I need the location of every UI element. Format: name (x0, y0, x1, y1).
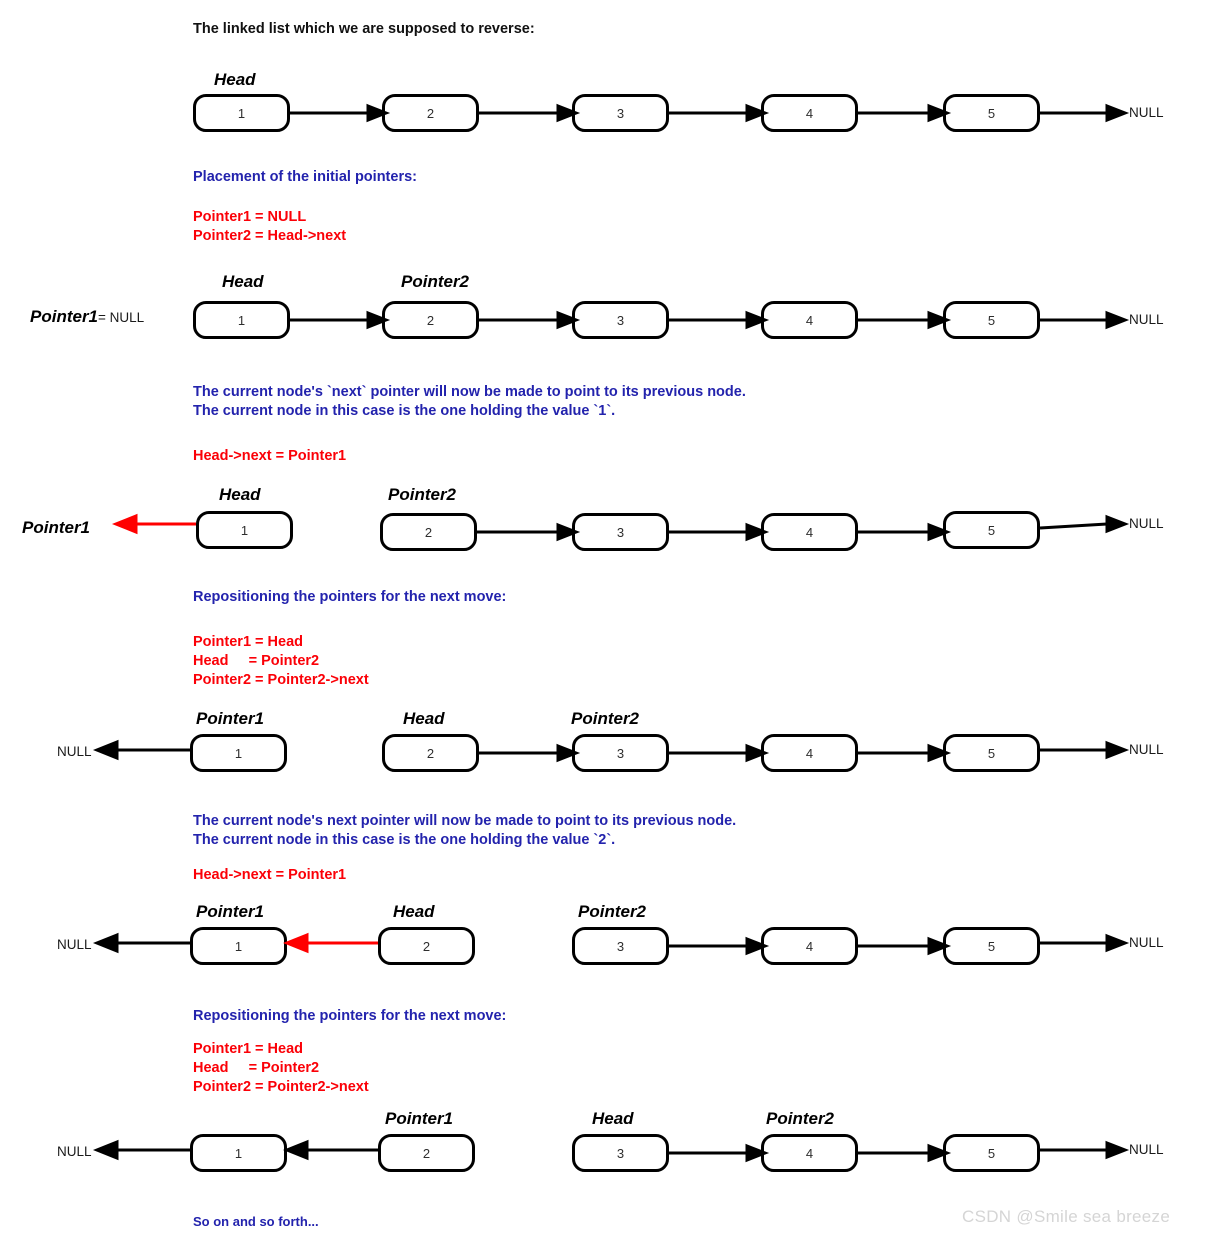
tail-null-label: NULL (1129, 105, 1164, 120)
node-value: 1 (237, 105, 246, 121)
reposition-code-1a: Pointer1 = Head (193, 634, 303, 650)
node-value: 3 (616, 105, 625, 121)
node-value: 1 (234, 1145, 243, 1161)
node-value: 3 (616, 524, 625, 540)
reposition-code-1b: Head = Pointer2 (193, 653, 320, 669)
linked-list-row-3 (0, 480, 1223, 590)
head-next-code-2: Head->next = Pointer1 (193, 867, 347, 883)
head-next-code-1: Head->next = Pointer1 (193, 448, 347, 464)
head-null-label: NULL (57, 1144, 92, 1159)
tail-null-label: NULL (1129, 516, 1164, 531)
reposition-heading-2: Repositioning the pointers for the next move: (193, 1008, 507, 1024)
node-value: 5 (987, 1145, 996, 1161)
node-value: 4 (805, 312, 814, 328)
node-value: 5 (987, 312, 996, 328)
node-label-pointer2: Pointer2 (401, 272, 470, 291)
current-node-2-line-2: The current node in this case is the one holding the value `2`. (193, 832, 616, 848)
node-label-head: Head (219, 485, 261, 504)
intro-heading: The linked list which we are supposed to reverse: (193, 21, 535, 37)
placement-code-line-2: Pointer2 = Head->next (193, 228, 347, 244)
node-value: 2 (422, 1145, 431, 1161)
reposition-code-2b: Head = Pointer2 (193, 1060, 320, 1076)
node-label-pointer2: Pointer2 (388, 485, 457, 504)
row-3-pointer1-label: Pointer1 (22, 518, 91, 537)
tail-null-label: NULL (1129, 312, 1164, 327)
node-value: 4 (805, 1145, 814, 1161)
placement-heading: Placement of the initial pointers: (193, 169, 417, 185)
pointer1-null-value: = NULL (98, 310, 145, 325)
tail-null-label: NULL (1129, 742, 1164, 757)
node-label-pointer1: Pointer1 (196, 902, 265, 921)
node-value: 2 (426, 312, 435, 328)
node-value: 4 (805, 105, 814, 121)
row-2-arrows (0, 268, 1223, 378)
node-value: 5 (987, 522, 996, 538)
linked-list-row-6 (0, 1105, 1223, 1215)
row-4-arrows (0, 705, 1223, 815)
reposition-code-2a: Pointer1 = Head (193, 1041, 303, 1057)
node-value: 2 (426, 745, 435, 761)
node-value: 3 (616, 312, 625, 328)
row-6-arrows (0, 1105, 1223, 1215)
row-1-arrows (0, 66, 1223, 176)
tail-null-label: NULL (1129, 935, 1164, 950)
node-label-head: Head (403, 709, 445, 728)
node-value: 3 (616, 1145, 625, 1161)
node-value: 4 (805, 745, 814, 761)
red-reverse-arrow (287, 935, 378, 951)
node-value: 1 (234, 745, 243, 761)
node-value: 5 (987, 105, 996, 121)
node-value: 3 (616, 745, 625, 761)
node-label-head: Head (393, 902, 435, 921)
tail-null-label: NULL (1129, 1142, 1164, 1157)
so-on-text: So on and so forth... (193, 1214, 319, 1229)
pointer1-text: Pointer1 (30, 307, 99, 326)
node-value: 2 (426, 105, 435, 121)
red-reverse-arrow (116, 516, 196, 532)
linked-list-row-5 (0, 898, 1223, 1008)
current-node-1-line-1: The current node's `next` pointer will now be made to point to its previous node. (193, 384, 746, 400)
node-value: 1 (234, 938, 243, 954)
linked-list-row-4 (0, 705, 1223, 815)
node-label-pointer1: Pointer1 (385, 1109, 454, 1128)
node-value: 4 (805, 938, 814, 954)
node-label-head: Head (592, 1109, 634, 1128)
node-label-head: Head (222, 272, 264, 291)
row-5-arrows (0, 898, 1223, 1008)
node-value: 1 (240, 522, 249, 538)
reposition-code-1c: Pointer2 = Pointer2->next (193, 672, 369, 688)
current-node-2-line-1: The current node's next pointer will now be made to point to its previous node. (193, 813, 737, 829)
node-value: 3 (616, 938, 625, 954)
node-value: 5 (987, 745, 996, 761)
head-null-label: NULL (57, 744, 92, 759)
node-label-pointer2: Pointer2 (766, 1109, 835, 1128)
node-value: 4 (805, 524, 814, 540)
node-value: 5 (987, 938, 996, 954)
row-3-arrows (0, 480, 1223, 590)
node-label-pointer2: Pointer2 (571, 709, 640, 728)
node-value: 2 (424, 524, 433, 540)
linked-list-row-2 (0, 268, 1223, 378)
node-label-head: Head (214, 70, 256, 89)
current-node-1-line-2: The current node in this case is the one holding the value `1`. (193, 403, 616, 419)
linked-list-row-1 (0, 66, 1223, 176)
reposition-heading-1: Repositioning the pointers for the next move: (193, 589, 507, 605)
node-value: 1 (237, 312, 246, 328)
placement-code-line-1: Pointer1 = NULL (193, 209, 307, 225)
csdn-watermark: CSDN @Smile sea breeze (962, 1207, 1171, 1226)
node-value: 2 (422, 938, 431, 954)
node-label-pointer2: Pointer2 (578, 902, 647, 921)
node-label-pointer1: Pointer1 (196, 709, 265, 728)
reposition-code-2c: Pointer2 = Pointer2->next (193, 1079, 369, 1095)
head-null-label: NULL (57, 937, 92, 952)
